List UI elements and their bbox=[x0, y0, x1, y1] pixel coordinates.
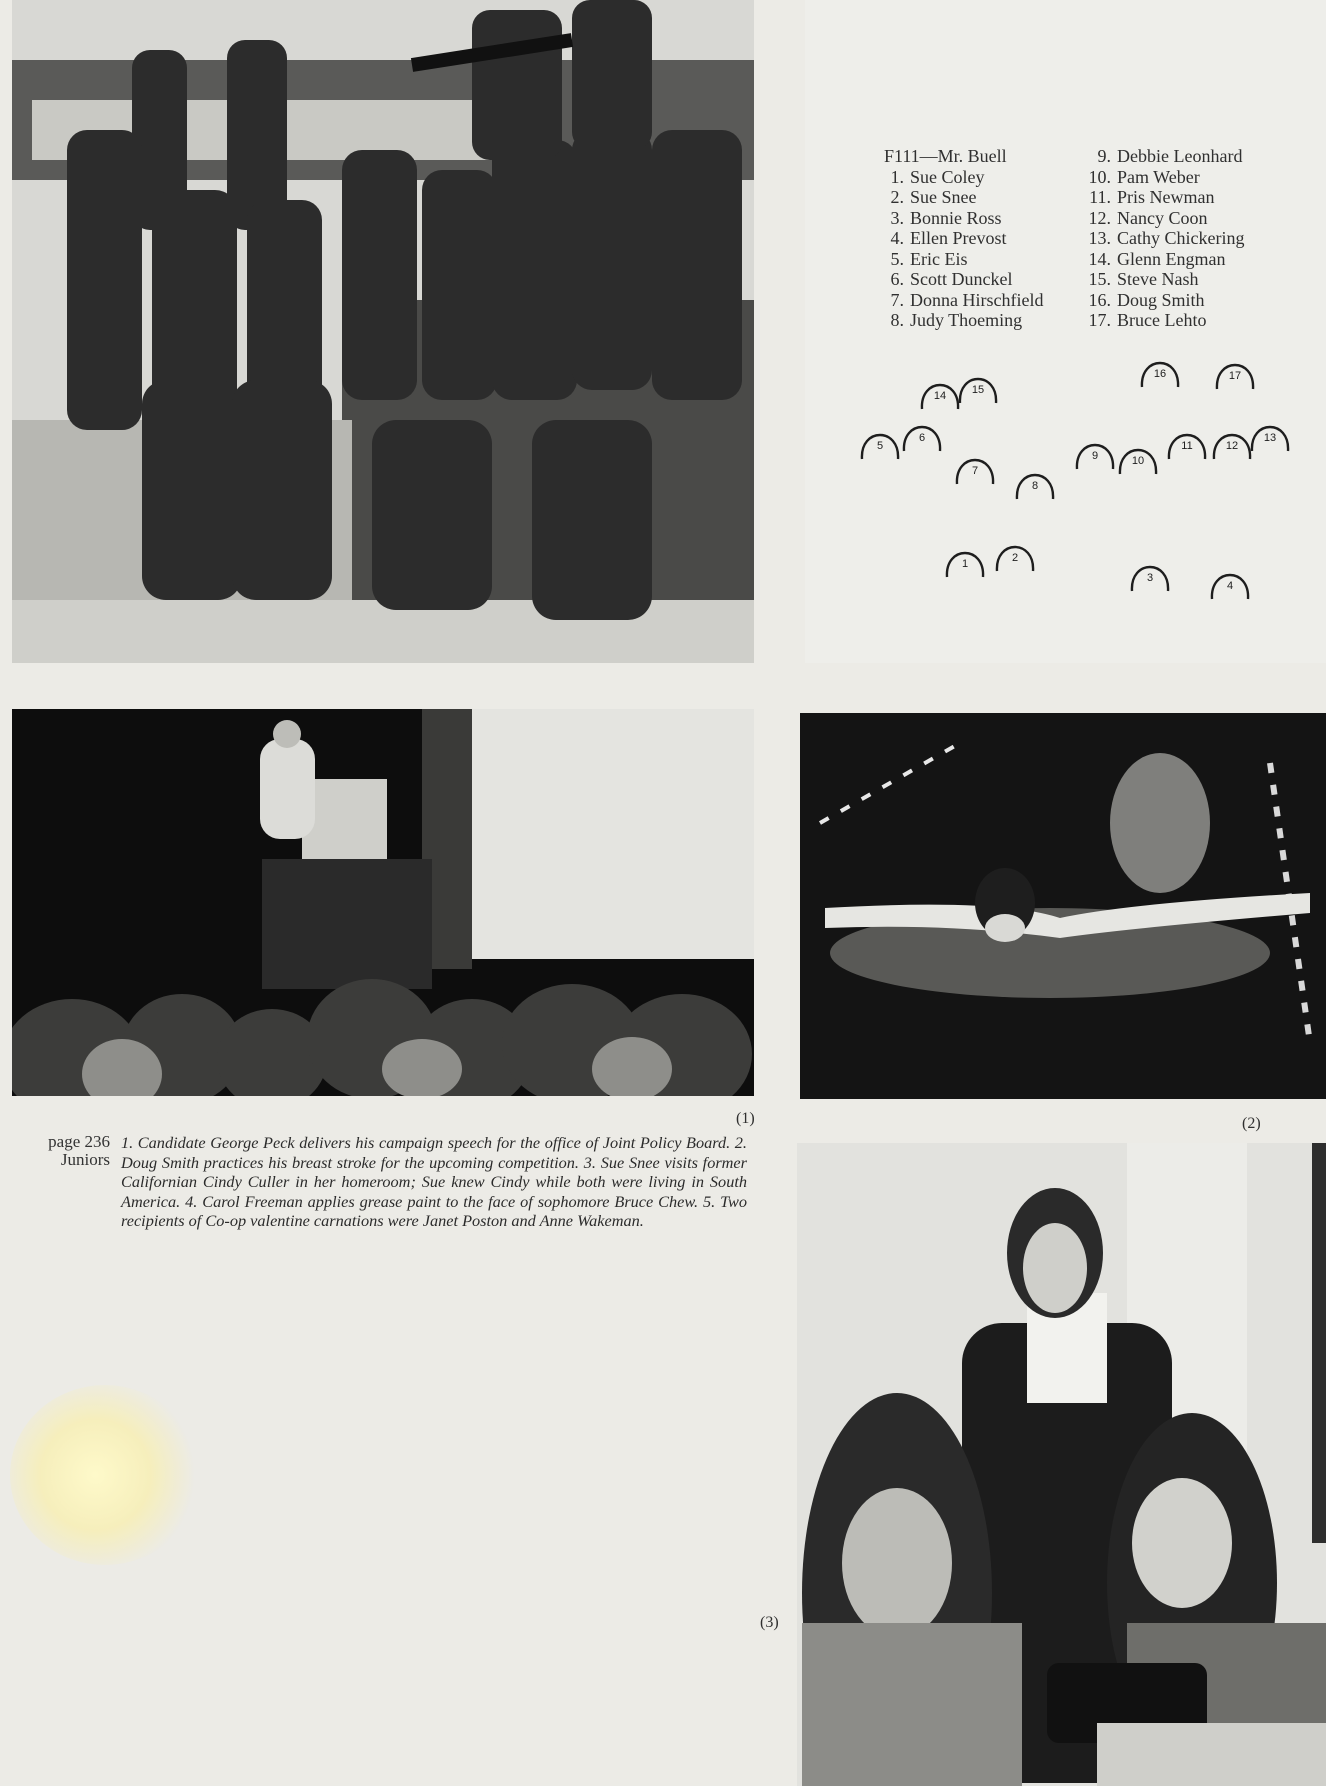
list-item: 8. Judy Thoeming bbox=[890, 310, 1023, 330]
head-number: 3 bbox=[1146, 572, 1154, 584]
speech-photo-image bbox=[12, 709, 754, 1096]
list-item: 15. Steve Nash bbox=[1088, 269, 1199, 289]
list-item: 14. Glenn Engman bbox=[1088, 248, 1226, 269]
speech-photo bbox=[12, 709, 754, 1096]
head-number: 5 bbox=[876, 440, 884, 452]
head-number: 8 bbox=[1031, 480, 1039, 492]
homeroom-list-col1 bbox=[876, 146, 1043, 331]
position-diagram-svg bbox=[850, 345, 1310, 625]
head-number: 9 bbox=[1091, 450, 1099, 462]
list-item: 6. Scott Dunckel bbox=[890, 269, 1013, 289]
list-item: 9. Debbie Leonhard bbox=[1097, 146, 1243, 166]
position-diagram bbox=[850, 345, 1310, 625]
list-item: 4. Ellen Prevost bbox=[890, 228, 1007, 248]
section-name: Juniors bbox=[60, 1150, 110, 1169]
head-number: 15 bbox=[971, 384, 985, 396]
head-number: 4 bbox=[1226, 580, 1234, 592]
head-number: 1 bbox=[961, 558, 969, 570]
head-number: 10 bbox=[1131, 455, 1145, 467]
list-item: 16. Doug Smith bbox=[1088, 289, 1205, 310]
page-number: page 236 bbox=[48, 1132, 110, 1151]
list-item: 2. Sue Snee bbox=[890, 187, 977, 207]
page-label bbox=[30, 1133, 110, 1169]
classroom-photo bbox=[797, 1143, 1326, 1786]
head-number: 13 bbox=[1263, 432, 1277, 444]
list-item: 17. Bruce Lehto bbox=[1088, 310, 1207, 330]
list-item: 10. Pam Weber bbox=[1088, 166, 1200, 187]
head-number: 7 bbox=[971, 465, 979, 477]
classroom-photo-image bbox=[797, 1143, 1326, 1786]
list-item: 3. Bonnie Ross bbox=[890, 207, 1002, 228]
list-item: 13. Cathy Chickering bbox=[1088, 228, 1245, 248]
head-number: 17 bbox=[1228, 370, 1242, 382]
swimmer-photo bbox=[800, 713, 1326, 1099]
list-item: 5. Eric Eis bbox=[890, 248, 968, 269]
swimmer-photo-image bbox=[800, 713, 1326, 1099]
list-item: 1. Sue Coley bbox=[890, 166, 985, 187]
group-photo bbox=[12, 0, 754, 663]
head-number: 12 bbox=[1225, 440, 1239, 452]
head-number: 2 bbox=[1011, 552, 1019, 564]
group-photo-image bbox=[12, 0, 754, 663]
caption-text: 1. Candidate George Peck delivers his campaign speech for the office of Joint Policy Board. 2. Doug Smith practices his breast stroke for the upcoming competition. 3. Sue Snee visits former Californian Cindy Culler in her homeroom; Sue knew Cindy while both were living in South America. 4. Carol Freeman applies grease paint to the face of sophomore Bruce Chew. 5. Two recipients of Co-op valentine carnations were Janet Poston and Anne Wakeman. bbox=[121, 1133, 747, 1230]
photo-label-3: (3) bbox=[760, 1614, 779, 1631]
head-number: 6 bbox=[918, 432, 926, 444]
light-glare bbox=[10, 1385, 200, 1565]
homeroom-header: F111—Mr. Buell bbox=[884, 146, 1007, 166]
head-number: 16 bbox=[1153, 368, 1167, 380]
list-item: 12. Nancy Coon bbox=[1088, 207, 1208, 228]
head-number: 11 bbox=[1181, 440, 1193, 452]
list-item: 7. Donna Hirschfield bbox=[890, 289, 1044, 310]
list-item: 11. Pris Newman bbox=[1089, 187, 1215, 207]
photo-label-2: (2) bbox=[1242, 1115, 1261, 1132]
photo-label-1: (1) bbox=[736, 1110, 755, 1127]
head-number: 14 bbox=[933, 390, 947, 402]
homeroom-list-col2 bbox=[1083, 146, 1244, 331]
